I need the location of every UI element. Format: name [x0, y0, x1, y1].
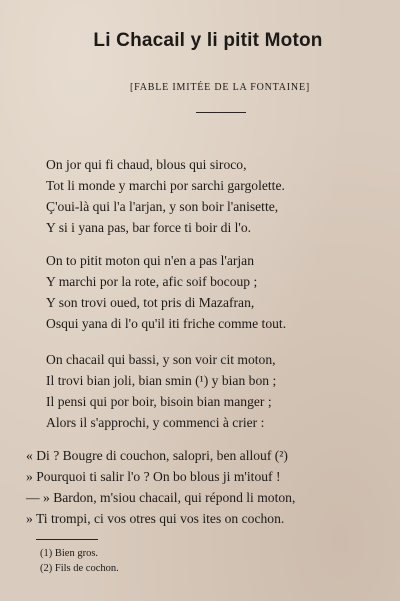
verse-line: Y si i yana pas, bar force ti boir di l'o.: [46, 220, 252, 235]
poem-subtitle: [FABLE IMITÉE DE LA FONTAINE]: [130, 82, 310, 93]
footnotes: [40, 546, 119, 576]
stanza-4: [26, 445, 396, 529]
verse-line: Y marchi por la rote, afic soif bocoup ;: [46, 274, 258, 289]
footnote-divider: [36, 539, 98, 540]
verse-line: Tot li monde y marchi por sarchi gargolette.: [46, 178, 285, 193]
footnote-1: (1) Bien gros.: [40, 548, 99, 559]
verse-line: Il trovi bian joli, bian smin (¹) y bian bon ;: [46, 373, 277, 388]
stanza-1: [46, 154, 386, 238]
verse-line: Alors il s'approchi, y commenci à crier :: [46, 415, 265, 430]
verse-line: « Di ? Bougre di couchon, salopri, ben allouf (²): [26, 448, 288, 463]
verse-line: On jor qui fi chaud, blous qui siroco,: [46, 157, 247, 172]
verse-line: On to pitit moton qui n'en a pas l'arjan: [46, 253, 255, 268]
verse-line: Y son trovi oued, tot pris di Mazafran,: [46, 295, 255, 310]
stanza-3: [46, 349, 386, 433]
verse-line: Ç'oui-là qui l'a l'arjan, y son boir l'anisette,: [46, 199, 279, 214]
footnote-2: (2) Fils de cochon.: [40, 563, 119, 574]
verse-line: Il pensi qui por boir, bisoin bian manger ;: [46, 394, 272, 409]
verse-line: » Ti trompi, ci vos otres qui vos ites on cochon.: [26, 511, 285, 526]
poem-title: Li Chacail y li pitit Moton: [93, 30, 323, 51]
verse-line: — » Bardon, m'siou chacail, qui répond li moton,: [26, 490, 296, 505]
stanza-2: [46, 250, 386, 334]
title-divider: [196, 112, 246, 113]
verse-line: On chacail qui bassi, y son voir cit moton,: [46, 352, 276, 367]
verse-line: » Pourquoi ti salir l'o ? On bo blous ji m'itouf !: [26, 469, 281, 484]
verse-line: Osqui yana di l'o qu'il iti friche comme tout.: [46, 316, 287, 331]
